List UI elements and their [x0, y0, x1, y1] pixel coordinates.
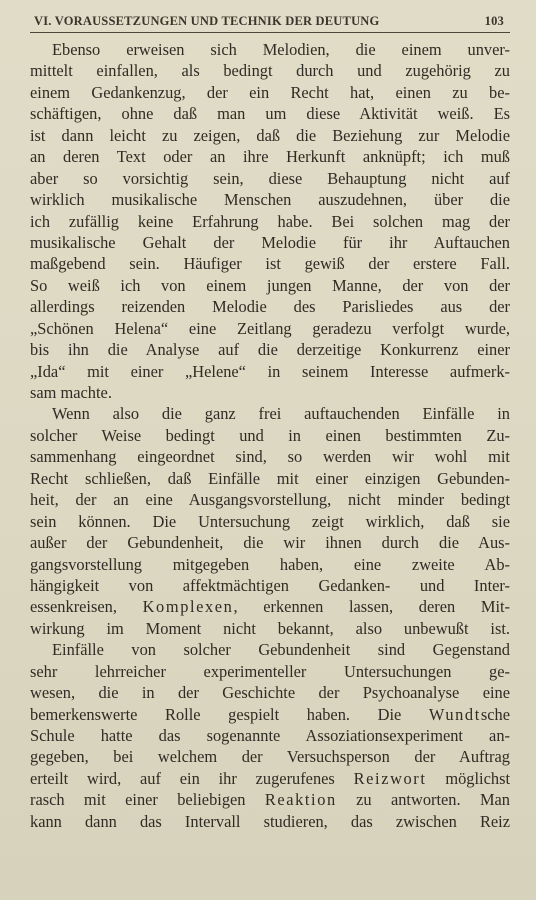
- text-line: „Schönen Helena“ eine Zeitlang geradezu verfolgt wurde,: [30, 318, 510, 338]
- page-number: 103: [484, 14, 504, 28]
- text-line: ist dann leicht zu zeigen, daß die Beziehung zur Melodie: [30, 125, 510, 145]
- text-line: So weiß ich von einem jungen Manne, der von der: [30, 275, 510, 295]
- text-line: allerdings reizenden Melodie des Parisliedes aus der: [30, 297, 510, 317]
- text-line: sammenhang eingeordnet sind, so werden wir wohl mit: [30, 447, 510, 467]
- text-line: sehr lehrreicher experimenteller Untersuchungen ge-: [30, 661, 510, 681]
- emphasized-word: Reaktion: [264, 790, 337, 810]
- text-line: maßgebend sein. Häufiger ist gewiß der erstere Fall.: [30, 254, 510, 274]
- emphasized-word: Wundt: [428, 704, 481, 724]
- text-line: wesen, die in der Geschichte der Psychoanalyse eine: [30, 683, 510, 703]
- text-line: Recht schließen, daß Einfälle mit einer einzigen Gebunden-: [30, 468, 510, 488]
- emphasized-word: Komplexen: [142, 597, 234, 617]
- text-line: Wenn also die ganz frei auftauchenden Einfälle in: [52, 404, 510, 424]
- text-line: wirklich musikalische Menschen auszudehnen, über die: [30, 190, 510, 210]
- text-line: musikalische Gehalt der Melodie für ihr Auftauchen: [30, 232, 510, 252]
- text-line: bemerkenswerte Rolle gespielt haben. Die Wundtsche: [30, 704, 510, 724]
- running-head-title: VI. VORAUSSETZUNGEN UND TECHNIK DER DEUTUNG: [34, 14, 380, 28]
- text-line: Schule hatte das sogenannte Assoziationsexperiment an-: [30, 726, 510, 745]
- text-line: gangsvorstellung mitgegeben haben, eine zweite Ab-: [30, 554, 510, 574]
- text-line: Ebenso erweisen sich Melodien, die einem unver-: [52, 40, 510, 59]
- text-line: ich zufällig keine Erfahrung habe. Bei solchen mag der: [30, 211, 510, 231]
- text-line: heit, der an eine Ausgangsvorstellung, nicht minder bedingt: [30, 490, 510, 510]
- text-line: sein können. Die Untersuchung zeigt wirklich, daß sie: [30, 511, 510, 531]
- text-line: wirkung im Moment nicht bekannt, also unbewußt ist.: [30, 618, 510, 638]
- text-line: kann dann das Intervall studieren, das zwischen Reiz: [30, 811, 510, 831]
- text-line: schäftigen, ohne daß man um diese Aktivität weiß. Es: [30, 104, 510, 124]
- text-line: sam machte.: [30, 383, 112, 402]
- text-line: gegeben, bei welchem der Versuchsperson der Auftrag: [30, 747, 510, 767]
- text-line: essenkreisen, Komplexen, erkennen lassen, deren Mit-: [30, 597, 510, 617]
- text-line: hängigkeit von affektmächtigen Gedanken- und Inter-: [30, 575, 510, 595]
- text-line: aber so vorsichtig sein, diese Behauptung nicht auf: [30, 168, 510, 188]
- text-line: „Ida“ mit einer „Helene“ in seinem Interesse aufmerk-: [30, 361, 510, 381]
- text-line: solcher Weise bedingt und in einen bestimmten Zu-: [30, 425, 510, 445]
- running-head: [30, 14, 510, 33]
- text-line: erteilt wird, auf ein ihr zugerufenes Reizwort möglichst: [30, 768, 510, 788]
- text-line: rasch mit einer beliebigen Reaktion zu antworten. Man: [30, 790, 510, 810]
- body-text: [30, 39, 510, 832]
- text-line: mittelt einfallen, als bedingt durch und zugehörig zu: [30, 61, 510, 81]
- text-line: außer der Gebundenheit, die wir ihnen durch die Aus-: [30, 533, 510, 553]
- emphasized-word: Reizwort: [353, 768, 427, 788]
- text-line: einem Gedankenzug, der ein Recht hat, einen zu be-: [30, 82, 510, 102]
- text-line: Einfälle von solcher Gebundenheit sind Gegenstand: [52, 640, 510, 660]
- text-line: bis ihn die Analyse auf die derzeitige Konkurrenz einer: [30, 340, 510, 360]
- text-line: an deren Text oder an ihre Herkunft anknüpft; ich muß: [30, 147, 510, 167]
